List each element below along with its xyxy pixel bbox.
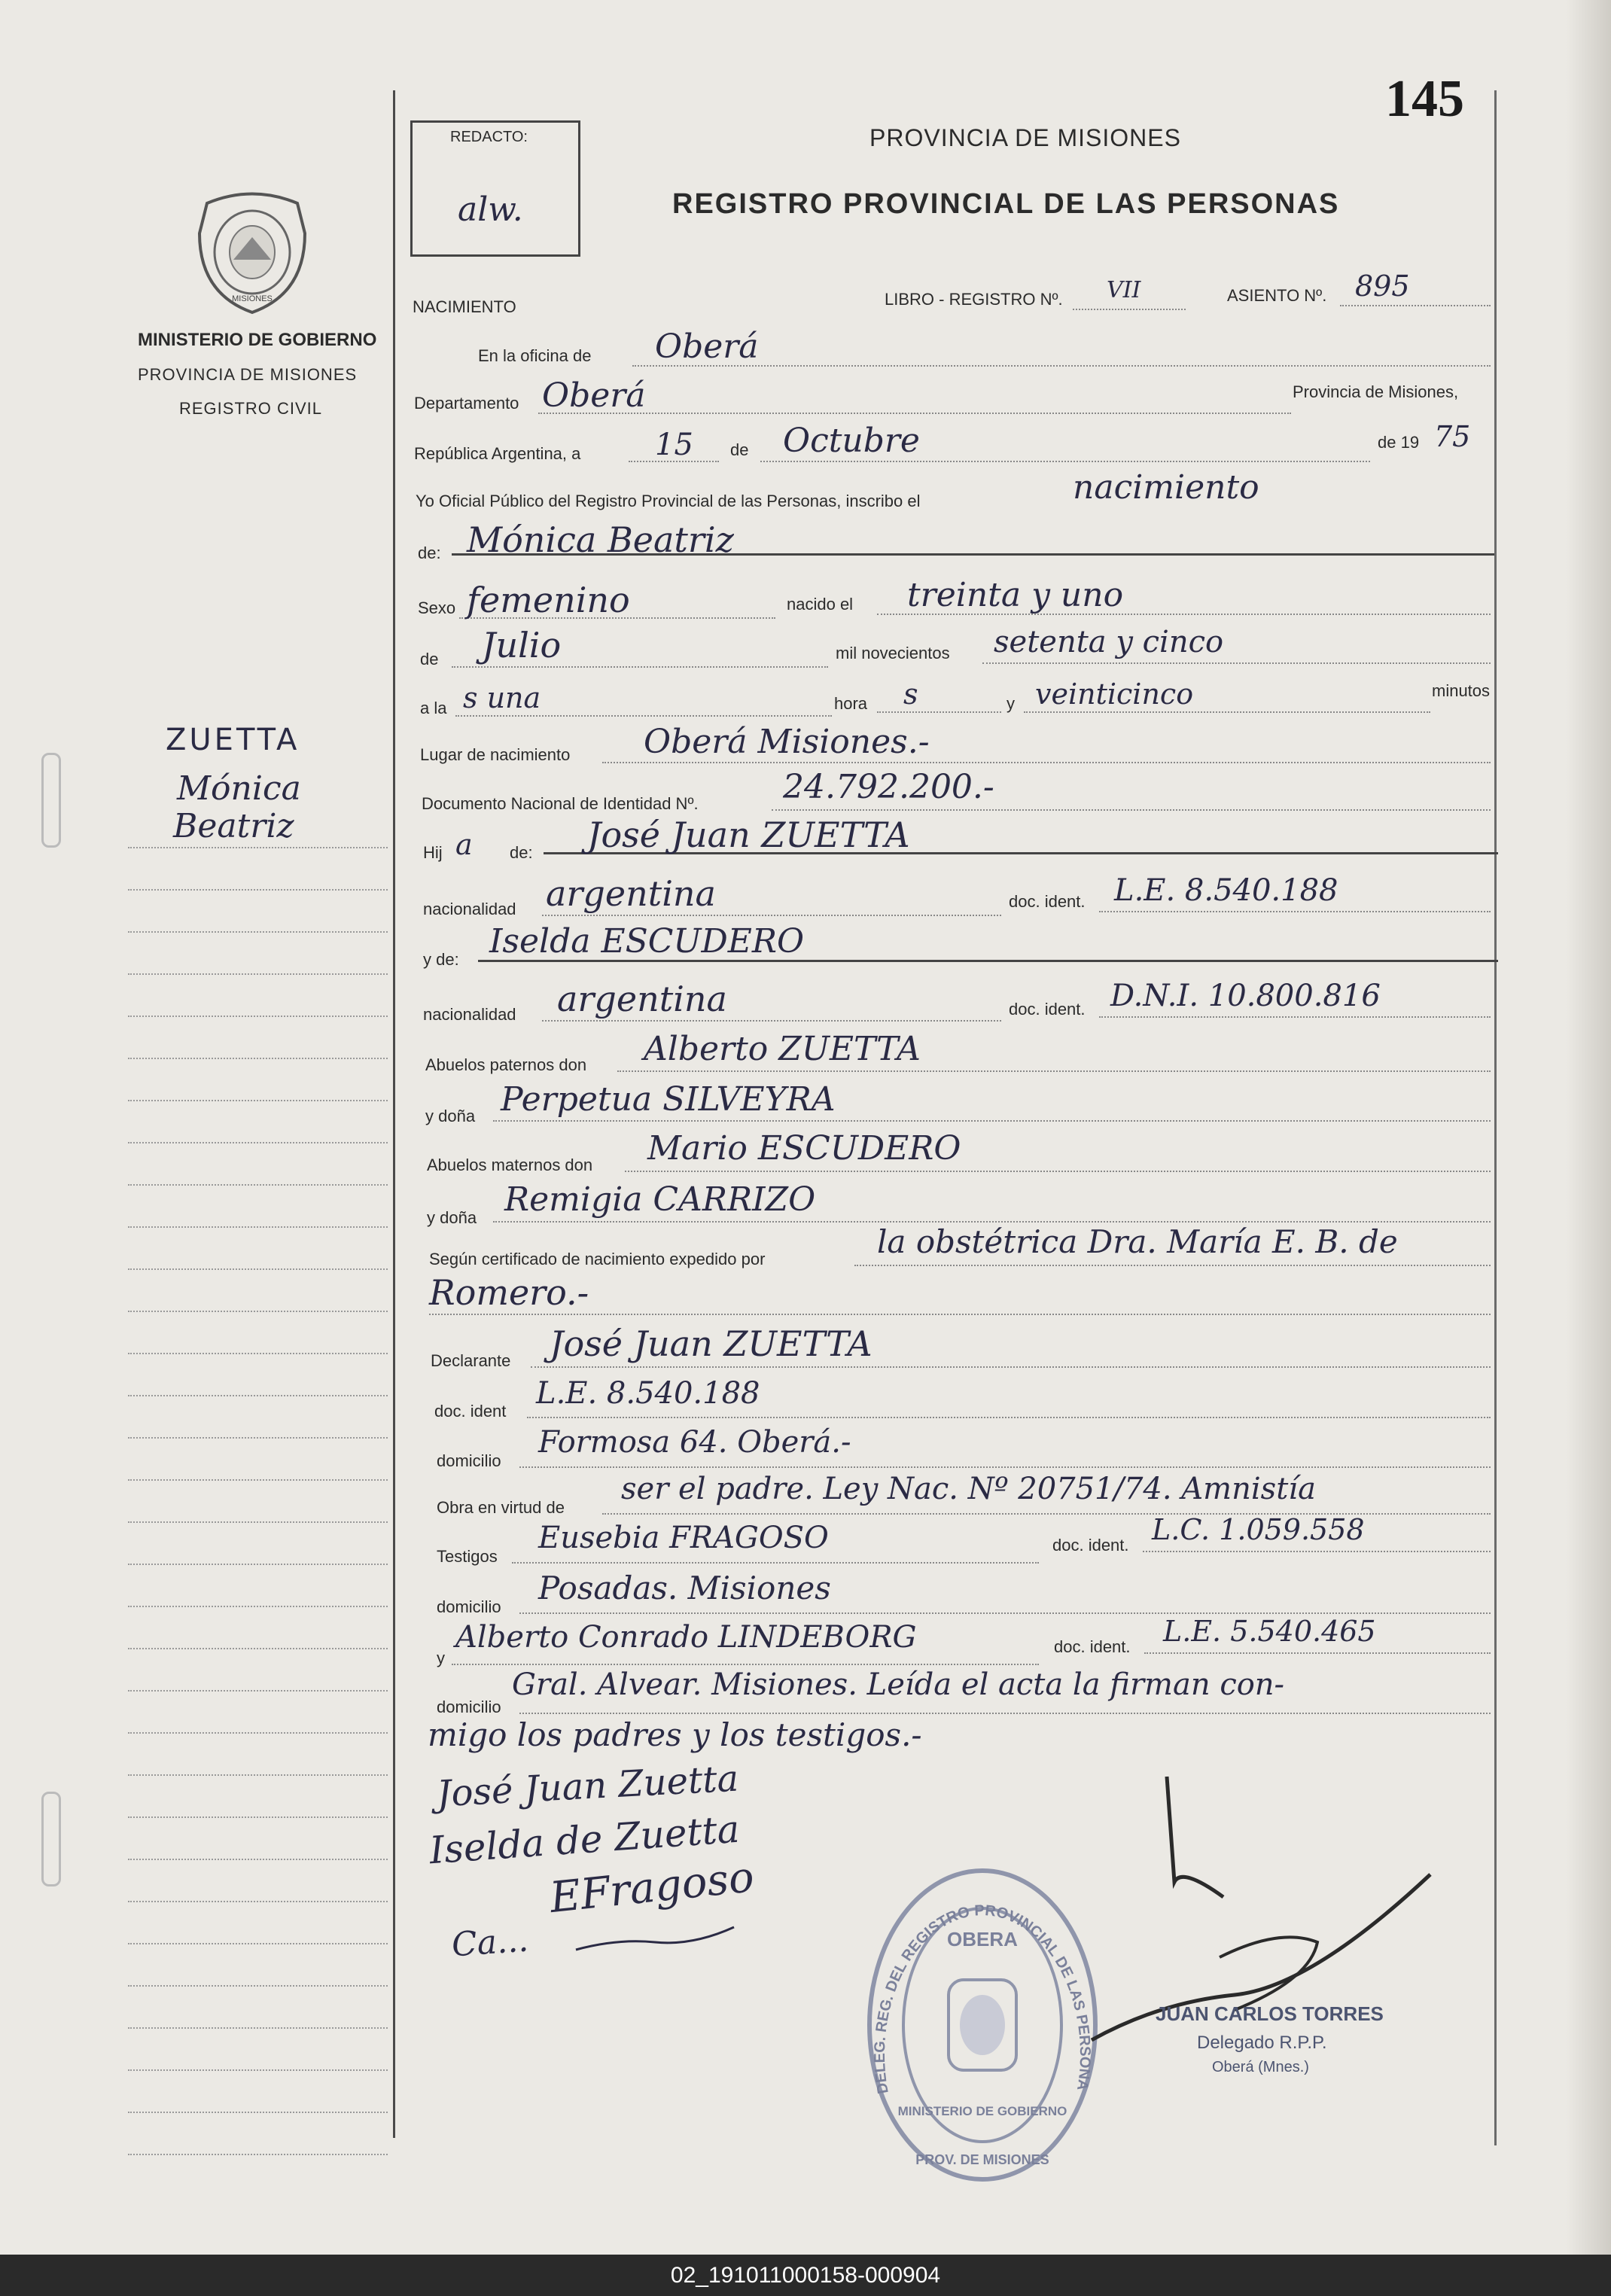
abuelo-materno: Mario ESCUDERO [647, 1129, 961, 1168]
oficial-statement: Yo Oficial Público del Registro Provincial de las Personas, inscribo el [416, 492, 921, 510]
hijo-label: Hij [423, 843, 443, 862]
madre-nacionalidad: argentina [557, 979, 727, 1019]
declarante-dom-label: domicilio [437, 1451, 501, 1470]
libro-label: LIBRO - REGISTRO Nº. [885, 290, 1063, 309]
margin-ruled-line [128, 1268, 388, 1270]
madre-nac-label: nacionalidad [423, 1005, 516, 1024]
ala-line [455, 715, 832, 717]
testigo2-dom-label: domicilio [437, 1698, 501, 1716]
hora-line [877, 711, 1001, 713]
de-name-label: de: [418, 544, 441, 562]
margin-ruled-line [128, 1058, 388, 1059]
minutos-label: minutos [1432, 681, 1491, 700]
margin-first-name: Mónica [177, 769, 301, 808]
redacto-initials: alw. [458, 190, 523, 229]
testigo1-dom-line [519, 1612, 1491, 1614]
testigo2-line [452, 1664, 1039, 1665]
mes-value: Julio [482, 625, 562, 665]
ab-mat-dona-line [493, 1221, 1491, 1223]
civil-registry: REGISTRO CIVIL [179, 399, 323, 418]
declarante-doc: L.E. 8.540.188 [536, 1376, 760, 1411]
testigos-label: Testigos [437, 1547, 498, 1566]
declarante-doc-line [527, 1417, 1491, 1418]
testigo1-line [512, 1562, 1039, 1564]
margin-ruled-line [128, 1395, 388, 1396]
margin-surname: ZUETTA [166, 723, 300, 757]
day-value: 15 [655, 428, 693, 462]
padre-doc: L.E. 8.540.188 [1114, 873, 1338, 908]
sexo-label: Sexo [418, 598, 456, 617]
closing-text: migo los padres y los testigos.- [428, 1716, 922, 1753]
margin-ruled-line [128, 973, 388, 975]
hora-label: hora [834, 694, 868, 713]
oficina-label: En la oficina de [478, 346, 592, 365]
official-stamp [866, 1867, 1099, 2183]
madre-nac-line [542, 1020, 1001, 1022]
stamp-bottom-text: PROV. DE MISIONES [915, 2152, 1049, 2167]
de-label: de [730, 440, 749, 459]
departamento-line [538, 413, 1291, 414]
right-rule [1494, 90, 1497, 2145]
obra-value: ser el padre. Ley Nac. Nº 20751/74. Amnistía [621, 1472, 1316, 1506]
margin-ruled-line [128, 2154, 388, 2155]
oficina-line [632, 365, 1491, 367]
libro-value: VII [1107, 277, 1141, 303]
svg-text:MISIONES: MISIONES [232, 294, 273, 303]
margin-ruled-line [128, 2069, 388, 2071]
sexo-value: femenino [467, 580, 630, 620]
margin-ruled-line [128, 889, 388, 891]
margin-ruled-line [128, 1774, 388, 1776]
margin-ruled-line [128, 847, 388, 848]
lugar-line [602, 762, 1491, 763]
testigo2-doc-line [1144, 1652, 1491, 1654]
padre-nac-line [542, 915, 1001, 916]
min-line [1024, 711, 1430, 713]
ala-value: s una [463, 681, 541, 714]
madre-doc-line [1099, 1016, 1491, 1018]
departamento-value: Oberá [542, 376, 646, 415]
ab-mat-label: Abuelos maternos don [427, 1156, 593, 1174]
margin-ruled-line [128, 1142, 388, 1143]
margin-ruled-line [128, 1690, 388, 1692]
margin-ruled-line [128, 1901, 388, 1902]
margin-ruled-line [128, 1859, 388, 1860]
testigo1-domicilio: Posadas. Misiones [538, 1570, 831, 1606]
declarante-value: José Juan ZUETTA [550, 1323, 872, 1364]
stamp-top-text: OBERA [947, 1928, 1018, 1950]
provincial-emblem-icon [192, 188, 312, 316]
madre-doc-label: doc. ident. [1009, 1000, 1086, 1019]
margin-ruled-line [128, 1648, 388, 1649]
signature-mother: Iselda de Zuetta [428, 1807, 742, 1873]
signature-father: José Juan Zuetta [435, 1757, 740, 1816]
padre-name: José Juan ZUETTA [587, 815, 910, 855]
declarante-label: Declarante [431, 1351, 511, 1370]
departamento-label: Departamento [414, 394, 519, 413]
padre-doc-label: doc. ident. [1009, 892, 1086, 911]
archive-id-bar: 02_191011000158-000904 [0, 2255, 1611, 2296]
min-value: veinticinco [1035, 678, 1194, 711]
ab-pat-label: Abuelos paternos don [425, 1055, 587, 1074]
official-name: JUAN CARLOS TORRES [1156, 2002, 1384, 2025]
stamp-ring-text: DELEG. REG. DEL REGISTRO PROVINCIAL DE LAS PERSONA [871, 1902, 1094, 2096]
segun-value-2: Romero.- [429, 1272, 589, 1313]
abuela-paterna: Perpetua SILVEYRA [501, 1080, 836, 1119]
testigo1-doc: L.C. 1.059.558 [1152, 1513, 1365, 1546]
padre-nac-label: nacionalidad [423, 900, 516, 918]
segun-line [854, 1265, 1491, 1266]
declarante-line [531, 1366, 1491, 1368]
year-prefix: de 19 [1378, 433, 1420, 452]
testigo2-dom-line [519, 1713, 1491, 1714]
ab-pat-line [617, 1070, 1491, 1072]
month-line [760, 461, 1370, 462]
margin-ruled-line [128, 1985, 388, 1987]
mil-line [982, 662, 1491, 664]
segun-value: la obstétrica Dra. María E. B. de [877, 1223, 1398, 1260]
y-label: y [1006, 694, 1015, 713]
registry-heading: REGISTRO PROVINCIAL DE LAS PERSONAS [672, 188, 1340, 220]
hijo-suffix: a [455, 828, 473, 861]
folio-number: 145 [1385, 70, 1464, 128]
margin-ruled-line [128, 1816, 388, 1818]
madre-name: Iselda ESCUDERO [489, 922, 805, 961]
libro-line [1073, 309, 1186, 310]
provincia-label: Provincia de Misiones, [1293, 382, 1459, 401]
binder-hole [41, 1792, 61, 1886]
margin-ruled-line [128, 1226, 388, 1228]
month-value: Octubre [783, 422, 920, 460]
margin-rule [393, 90, 395, 2138]
ab-mat-dona-label: y doña [427, 1208, 477, 1227]
margin-ruled-line [128, 1100, 388, 1101]
padre-doc-line [1099, 911, 1491, 912]
asiento-line [1340, 305, 1491, 306]
binder-hole [41, 753, 61, 848]
margin-ruled-line [128, 2112, 388, 2113]
stamp-inner-text: MINISTERIO DE GOBIERNO [897, 2104, 1067, 2118]
nacido-label: nacido el [787, 595, 854, 614]
abuelo-paterno: Alberto ZUETTA [644, 1030, 921, 1068]
margin-ruled-line [128, 1732, 388, 1734]
signature-scribble-icon [572, 1916, 738, 1961]
testigo1-doc-line [1143, 1551, 1491, 1552]
obra-label: Obra en virtud de [437, 1498, 565, 1517]
testigo2-name: Alberto Conrado LINDEBORG [455, 1620, 917, 1655]
padre-nacionalidad: argentina [546, 873, 716, 914]
year-value: 75 [1434, 420, 1471, 453]
margin-ruled-line [128, 1016, 388, 1017]
mil-label: mil novecientos [836, 644, 950, 662]
testigo2-doc: L.E. 5.540.465 [1163, 1615, 1376, 1648]
hora-value: s [903, 678, 918, 711]
de-month-label: de [420, 650, 439, 668]
margin-ruled-line [128, 1479, 388, 1481]
mil-value: setenta y cinco [994, 625, 1224, 659]
asiento-value: 895 [1355, 269, 1410, 303]
mes-line [452, 666, 828, 668]
margin-ruled-line [128, 1184, 388, 1186]
oficina-value: Oberá [655, 327, 759, 366]
redacto-box [410, 120, 580, 257]
segun-label: Según certificado de nacimiento expedido por [429, 1250, 766, 1268]
page-edge-shadow [1566, 0, 1611, 2255]
margin-ruled-line [128, 2027, 388, 2029]
testigo1-name: Eusebia FRAGOSO [538, 1521, 829, 1555]
madre-doc: D.N.I. 10.800.816 [1110, 979, 1381, 1013]
ab-mat-line [625, 1171, 1491, 1172]
y-testigo2-label: y [437, 1649, 445, 1667]
segun-line-2 [429, 1314, 1491, 1315]
margin-ruled-line [128, 1311, 388, 1312]
dni-label: Documento Nacional de Identidad Nº. [422, 794, 699, 813]
ministry-title: MINISTERIO DE GOBIERNO [138, 330, 377, 350]
left-province: PROVINCIA DE MISIONES [138, 365, 358, 384]
ab-pat-dona-line [493, 1120, 1491, 1122]
hijo-de-label: de: [510, 843, 533, 862]
margin-ruled-line [128, 1943, 388, 1944]
margin-middle-name: Beatriz [173, 807, 294, 845]
dni-value: 24.792.200.- [783, 768, 994, 806]
ab-pat-dona-label: y doña [425, 1107, 476, 1125]
ala-label: a la [420, 699, 447, 717]
abuela-materna: Remigia CARRIZO [504, 1180, 816, 1219]
margin-ruled-line [128, 931, 388, 933]
declarante-dom-line [519, 1466, 1491, 1468]
nacido-value: treinta y uno [907, 576, 1124, 614]
testigo1-doc-label: doc. ident. [1052, 1536, 1129, 1555]
child-name: Mónica Beatriz [467, 519, 734, 560]
declarante-domicilio: Formosa 64. Oberá.- [538, 1425, 851, 1460]
lugar-value: Oberá Misiones.- [644, 723, 930, 761]
margin-ruled-line [128, 1606, 388, 1607]
redacto-label: REDACTO: [450, 129, 528, 145]
act-type: NACIMIENTO [413, 297, 516, 316]
official-title: Delegado R.P.P. [1197, 2033, 1327, 2053]
yde-label: y de: [423, 950, 459, 969]
signature-witness1: EFragoso [547, 1852, 757, 1923]
lugar-label: Lugar de nacimiento [420, 745, 571, 764]
asiento-label: ASIENTO Nº. [1227, 286, 1327, 305]
margin-ruled-line [128, 1521, 388, 1523]
signature-witness2: Ca... [450, 1920, 530, 1965]
testigo1-dom-label: domicilio [437, 1597, 501, 1616]
province-heading: PROVINCIA DE MISIONES [869, 124, 1181, 151]
margin-ruled-line [128, 1564, 388, 1565]
declarante-doc-label: doc. ident [434, 1402, 507, 1421]
inscribo-value: nacimiento [1073, 468, 1259, 507]
margin-ruled-line [128, 1353, 388, 1354]
margin-ruled-line [128, 1437, 388, 1439]
dni-line [772, 809, 1491, 811]
testigo2-domicilio: Gral. Alvear. Misiones. Leída el acta la firman con- [512, 1667, 1285, 1702]
republica-label: República Argentina, a [414, 444, 581, 463]
testigo2-doc-label: doc. ident. [1054, 1637, 1131, 1656]
official-place: Oberá (Mnes.) [1212, 2059, 1309, 2075]
